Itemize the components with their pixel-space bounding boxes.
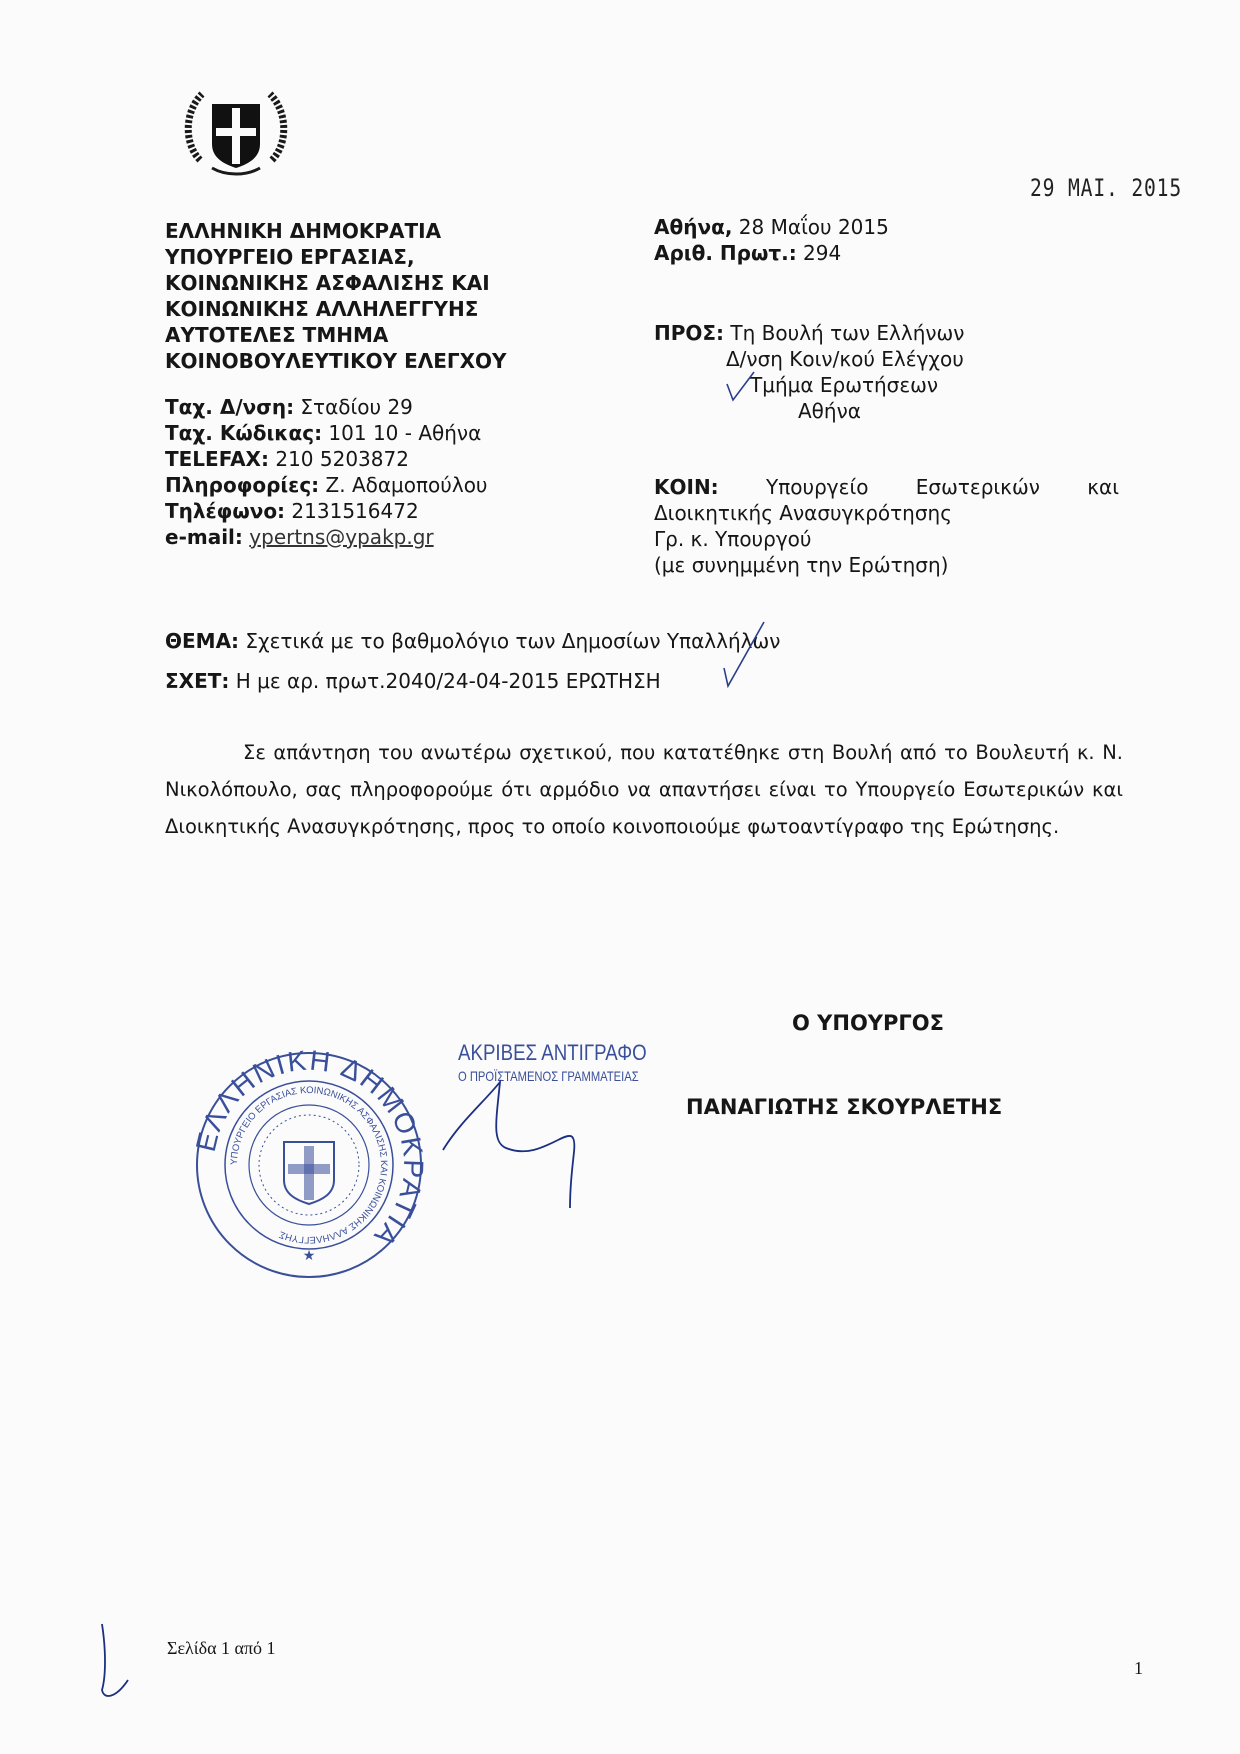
- handwritten-checkmark: [718, 620, 768, 690]
- org-line: ΚΟΙΝΟΒΟΥΛΕΥΤΙΚΟΥ ΕΛΕΓΧΟΥ: [165, 349, 507, 373]
- handwritten-mark: [92, 1620, 132, 1706]
- org-line: ΚΟΙΝΩΝΙΚΗΣ ΑΣΦΑΛΙΣΗΣ ΚΑΙ: [165, 271, 490, 295]
- received-date-stamp: 29 MAI. 2015: [1030, 174, 1183, 202]
- handwritten-checkmark: [724, 368, 758, 404]
- signatory-name: ΠΑΝΑΓΙΩΤΗΣ ΣΚΟΥΡΛΕΤΗΣ: [686, 1095, 1003, 1119]
- org-line: ΚΟΙΝΩΝΙΚΗΣ ΑΛΛΗΛΕΓΓΥΗΣ: [165, 297, 479, 321]
- protocol-number: Αριθ. Πρωτ.: 294: [654, 241, 842, 265]
- copy-stamp-line1: ΑΚΡΙΒΕΣ ΑΝΤΙΓΡΑΦΟ: [458, 1040, 647, 1065]
- org-line: ΥΠΟΥΡΓΕΙΟ ΕΡΓΑΣΙΑΣ,: [165, 245, 415, 269]
- contact-email: e-mail: ypertns@ypakp.gr: [165, 525, 434, 549]
- sender-contacts: [165, 394, 488, 550]
- org-line: ΕΛΛΗΝΙΚΗ ΔΗΜΟΚΡΑΤΙΑ: [165, 219, 442, 243]
- contact-postcode: Ταχ. Κώδικας: 101 10 - Αθήνα: [165, 421, 482, 445]
- subject-line: ΘΕΜΑ: Σχετικά με το βαθμολόγιο των Δημοσίων Υπαλλήλων: [165, 629, 781, 653]
- signatory-title: Ο ΥΠΟΥΡΓΟΣ: [792, 1011, 944, 1035]
- reference-line: ΣΧΕΤ: Η με αρ. πρωτ.2040/24-04-2015 ΕΡΩΤΗΣΗ: [165, 669, 661, 693]
- handwritten-signature: [440, 1062, 590, 1212]
- cc-line: Διοικητικής Ανασυγκρότησης: [654, 501, 952, 525]
- recipient-line: Αθήνα: [798, 399, 861, 423]
- seal-star-icon: ★: [302, 1248, 316, 1264]
- cc-first-line: ΚΟΙΝ: Υπουργείο Εσωτερικών και: [654, 475, 1119, 499]
- recipient-line: Δ/νση Κοιν/κού Ελέγχου: [726, 347, 964, 371]
- page-number: 1: [1134, 1658, 1143, 1678]
- contact-info-person: Πληροφορίες: Ζ. Αδαμοπούλου: [165, 473, 488, 497]
- seal-outer-text: ΕΛΛΗΝΙΚΗ ΔΗΜΟΚ ΑΤΙΑ: [192, 1048, 426, 1254]
- seal-cross-icon: [284, 1142, 334, 1204]
- seal-inner-text: ΥΠΟΥΡΓΕΙΟ ΕΡΓΑΣΙΑΣ ΚΟΙΝΩΝΙΚΗΣ ΑΣΦΑΛΙΣΗΣ ΚΑΙ ΚΟΙΝΩΝΙΚΗΣ ΑΛΛΗΛΕΓΓΥΗΣ: [228, 1084, 390, 1246]
- copy-stamp-line2: Ο ΠΡΟΪΣΤΑΜΕΝΟΣ ΓΡΑΜΜΑΤΕΙΑΣ: [458, 1068, 639, 1084]
- letter-date: Αθήνα, 28 Μαΐου 2015: [654, 215, 889, 239]
- contact-fax: TELEFAX: 210 5203872: [165, 447, 409, 471]
- round-seal: [192, 1048, 426, 1282]
- recipient-line: Τμήμα Ερωτήσεων: [750, 373, 939, 397]
- page-counter: Σελίδα 1 από 1: [167, 1638, 276, 1658]
- cc-line: (με συνημμένη την Ερώτηση): [654, 553, 949, 577]
- contact-address: Ταχ. Δ/νση: Σταδίου 29: [165, 395, 413, 419]
- org-line: ΑΥΤΟΤΕΛΕΣ ΤΜΗΜΑ: [165, 323, 389, 347]
- sender-organization: [165, 218, 507, 374]
- recipient-first-line: ΠΡΟΣ: Τη Βουλή των Ελλήνων: [654, 321, 965, 345]
- contact-phone: Τηλέφωνο: 2131516472: [165, 499, 419, 523]
- greek-coat-of-arms-icon: [182, 82, 290, 180]
- cc-line: Γρ. κ. Υπουργού: [654, 527, 812, 551]
- body-paragraph: Σε απάντηση του ανωτέρω σχετικού, που κατατέθηκε στη Βουλή από το Βουλευτή κ. Ν. Νικολόπουλο, σας πληροφορούμε ότι αρμόδιο να απαντήσει είναι το Υπουργείο Εσωτερικών και Διοικητικής Ανασυγκρότησης, προς το οποίο κοινοποιούμε φωτοαντίγραφο της Ερώτησης.: [165, 741, 1123, 838]
- email-link[interactable]: ypertns@ypakp.gr: [249, 525, 434, 549]
